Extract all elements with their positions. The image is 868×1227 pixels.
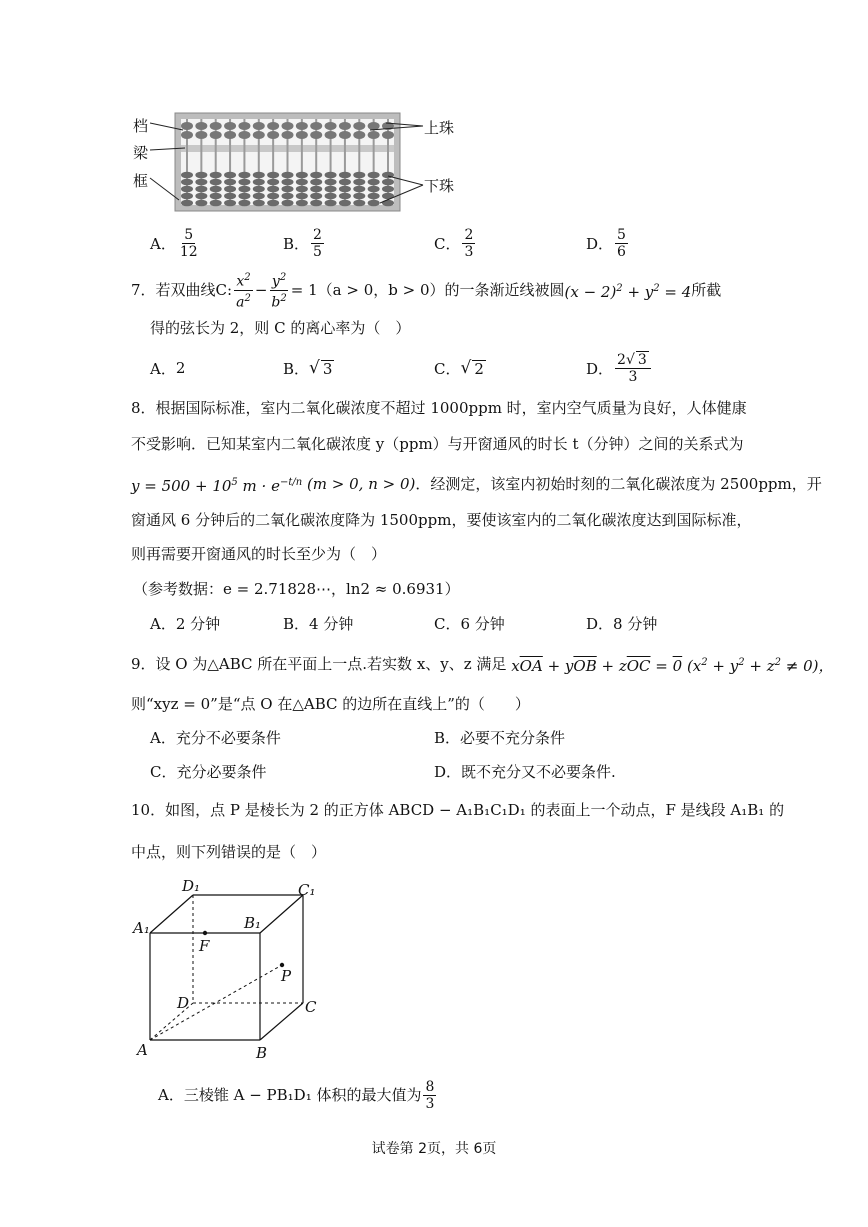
fraction [462, 227, 475, 260]
abacus-upper-bead [238, 122, 250, 130]
q6-options [0, 223, 868, 263]
q7-line2: 得的弦长为 2，则 C 的离心率为（ ） [150, 319, 411, 337]
abacus-lower-bead [195, 179, 207, 186]
fraction-num: 2 [464, 226, 474, 243]
q8-option-c[interactable]: C．6 分钟 [434, 614, 505, 633]
q8-formula-tail: ．经测定，该室内初始时刻的二氧化碳浓度为 2500ppm，开 [415, 475, 822, 493]
abacus-upper-bead [339, 131, 351, 139]
fraction [311, 227, 324, 260]
fraction-num [615, 351, 651, 369]
q7-circle-tail: 所截 [691, 281, 722, 299]
minus-sign: − [254, 281, 268, 299]
cube-label-A: A [137, 1041, 148, 1059]
abacus-lower-bead [382, 179, 394, 186]
abacus-upper-bead [382, 131, 394, 139]
abacus-upper-bead [210, 122, 222, 130]
abacus-lower-bead [282, 186, 294, 193]
q8-reference: （参考数据：e = 2.71828⋯，ln2 ≈ 0.6931） [133, 580, 460, 598]
abacus-lower-bead [339, 186, 351, 193]
q9-line2: 则“xyz = 0”是“点 O 在△ABC 的边所在直线上”的（ ） [131, 695, 530, 713]
fraction [423, 1079, 436, 1112]
abacus-lower-bead [181, 186, 193, 193]
fraction-num: 5 [617, 226, 626, 243]
fraction [615, 351, 651, 385]
cube-label-B1: B₁ [244, 914, 262, 932]
abacus-lower-bead [339, 172, 351, 179]
abacus-upper-bead [181, 122, 193, 130]
abacus-lower-bead [339, 193, 351, 200]
abacus-upper-bead [224, 131, 236, 139]
option-letter: B． [283, 234, 310, 253]
abacus-lower-bead [267, 179, 279, 186]
abacus-lower-bead [353, 186, 365, 193]
radicand: 3 [637, 352, 647, 368]
abacus-lower-bead [224, 200, 236, 207]
abacus-lower-bead [195, 186, 207, 193]
q8-line2: 不受影响．已知某室内二氧化碳浓度 y（ppm）与开窗通风的时长 t（分钟）之间的关系式为 [131, 435, 744, 453]
q7-circle-equation: $(x - 2)^2 + y^2 = 4$ [564, 282, 692, 301]
abacus-lower-bead [238, 200, 250, 207]
cube-label-C1: C₁ [298, 881, 316, 899]
abacus-upper-bead [325, 131, 337, 139]
q7-options [0, 348, 868, 388]
abacus-lower-bead [382, 186, 394, 193]
cube-label-D: D [177, 994, 190, 1012]
q7-option-c[interactable] [434, 348, 486, 388]
abacus-figure [130, 108, 470, 218]
abacus-lower-bead [267, 172, 279, 179]
option-letter: B． [283, 359, 310, 378]
option-text: A．三棱锥 A − PB₁D₁ 体积的最大值为 [158, 1086, 422, 1104]
abacus-lower-bead [238, 172, 250, 179]
abacus-upper-bead [325, 122, 337, 130]
abacus-lower-bead [282, 179, 294, 186]
abacus-lower-bead [181, 172, 193, 179]
abacus-upper-bead [238, 131, 250, 139]
abacus-lower-bead [296, 193, 308, 200]
abacus-lower-bead [238, 179, 250, 186]
abacus-lower-bead [296, 179, 308, 186]
abacus-lower-bead [224, 193, 236, 200]
fraction-den: 6 [617, 243, 626, 260]
abacus-lower-bead [368, 172, 380, 179]
cube-label-D1: D₁ [182, 877, 201, 895]
edge-BC [260, 1003, 303, 1040]
q6-option-a[interactable] [150, 223, 202, 263]
fraction-den: 3 [425, 1095, 435, 1112]
abacus-lower-bead [296, 172, 308, 179]
option-value: 2 [474, 359, 484, 378]
q10-line2: 中点，则下列错误的是（ ） [131, 843, 327, 861]
sqrt-icon: √ [309, 358, 320, 378]
fraction [615, 227, 628, 260]
abacus-lower-bead [195, 193, 207, 200]
abacus-lower-bead [325, 172, 337, 179]
fraction-den: 3 [628, 369, 638, 385]
abacus-lower-bead [310, 179, 322, 186]
q6-option-b[interactable] [283, 223, 326, 263]
abacus-lower-bead [353, 200, 365, 207]
abacus-lower-bead [238, 193, 250, 200]
abacus-lower-bead [195, 200, 207, 207]
q8-formula-cond: (m > 0, n > 0) [302, 475, 416, 493]
abacus-lower-bead [210, 179, 222, 186]
abacus-lower-bead [325, 179, 337, 186]
edge-A1D1 [150, 895, 193, 933]
fraction-den: 12 [179, 243, 198, 260]
abacus-lower-bead [253, 193, 265, 200]
abacus-lower-bead [282, 172, 294, 179]
fraction-den: $a^2$ [236, 292, 251, 311]
abacus-upper-bead [253, 122, 265, 130]
abacus-lower-bead [310, 200, 322, 207]
q6-option-c[interactable] [434, 223, 477, 263]
option-value: 3 [322, 359, 333, 378]
cube-label-A1: A₁ [133, 919, 150, 937]
edge-B1C1 [260, 895, 303, 933]
abacus-upper-bead [224, 122, 236, 130]
abacus-lower-bead [267, 200, 279, 207]
abacus-lower-bead [253, 200, 265, 207]
abacus-lower-bead [310, 186, 322, 193]
q7-curve-name: C [215, 281, 228, 299]
cube-label-B: B [256, 1044, 268, 1062]
q9-option-a[interactable]: A．充分不必要条件 [150, 729, 281, 747]
option-letter: C． [434, 359, 461, 378]
abacus-lower-bead [339, 179, 351, 186]
colon: : [227, 281, 233, 299]
abacus-upper-bead [353, 122, 365, 130]
abacus-lower-bead [368, 179, 380, 186]
q8-line1: 8．根据国际标准，室内二氧化碳浓度不超过 1000ppm 时，室内空气质量为良好，人体健康 [131, 399, 747, 417]
abacus-label-upper: 上珠 [424, 119, 455, 137]
q8-option-d[interactable]: D．8 分钟 [586, 614, 658, 633]
abacus-upper-bead [310, 122, 322, 130]
point-F-dot [203, 931, 207, 935]
abacus-lower-bead [210, 186, 222, 193]
abacus-lower-bead [210, 193, 222, 200]
abacus-lower-bead [382, 200, 394, 207]
abacus-lower-bead [325, 186, 337, 193]
abacus-upper-bead [210, 131, 222, 139]
abacus-lower-bead [210, 200, 222, 207]
option-letter: C． [434, 234, 461, 253]
abacus-lower-bead [181, 200, 193, 207]
abacus-lower-bead [238, 186, 250, 193]
option-letter: D． [586, 234, 614, 253]
q9-lead: 9．设 O 为△ABC 所在平面上一点.若实数 x、y、z 满足 [131, 655, 507, 673]
option-letter: D． [586, 359, 614, 378]
abacus-lower-bead [368, 186, 380, 193]
abacus-lower-bead [181, 179, 193, 186]
abacus-lower-bead [282, 200, 294, 207]
q9-line1 [131, 646, 834, 682]
abacus-lower-bead [195, 172, 207, 179]
abacus-lower-bead [353, 172, 365, 179]
abacus-upper-bead [296, 131, 308, 139]
abacus-lower-bead [296, 200, 308, 207]
abacus-upper-bead [296, 122, 308, 130]
abacus-lower-bead [282, 193, 294, 200]
fraction-den: $b^2$ [271, 292, 287, 311]
abacus-lower-bead [210, 172, 222, 179]
q7-line1 [131, 271, 722, 311]
q8-formula: $y = 500 + 10^5$ $m \cdot e^{-t/n}$ [131, 476, 303, 495]
abacus-upper-bead [181, 131, 193, 139]
option-value: 2 [175, 359, 186, 377]
abacus-lower-bead [224, 179, 236, 186]
coef: 2 [617, 352, 626, 368]
fraction-num: 8 [425, 1078, 435, 1095]
q8-option-b[interactable]: B．4 分钟 [283, 614, 354, 633]
fraction-num: $y^2$ [271, 271, 287, 290]
equals-one: = 1 [290, 281, 318, 299]
abacus-label-lower: 下珠 [424, 177, 455, 195]
q9-option-c[interactable]: C．充分必要条件 [150, 763, 267, 781]
fraction-num: 5 [184, 226, 194, 243]
fraction-num: $x^2$ [236, 271, 251, 290]
abacus-label-kuang: 框 [133, 172, 149, 190]
q10-line1: 10．如图，点 P 是棱长为 2 的正方体 ABCD − A₁B₁C₁D₁ 的表面上一个动点，F 是线段 A₁B₁ 的 [131, 801, 785, 819]
q8-line5: 则再需要开窗通风的时长至少为（ ） [131, 545, 387, 563]
abacus-lower-bead [325, 200, 337, 207]
fraction-num: 2 [313, 226, 322, 243]
abacus-lower-bead [253, 172, 265, 179]
q7-condition: （a > 0，b > 0）的一条渐近线被圆 [317, 281, 565, 299]
abacus-lower-bead [353, 179, 365, 186]
q8-options [0, 603, 868, 643]
abacus-lower-bead [325, 193, 337, 200]
abacus-upper-bead [253, 131, 265, 139]
abacus-upper-bead [282, 122, 294, 130]
sqrt-icon: √ [460, 358, 472, 378]
q8-line3 [131, 466, 822, 502]
abacus-label-liang: 梁 [133, 144, 149, 162]
q9-vector-equation: $x\overline{OA} + y\overline{OB} + z\overline{OC} = 0$ $(x^2 + y^2 + z^2 \ne 0)$， [506, 656, 834, 675]
abacus-lower-bead [310, 193, 322, 200]
abacus-upper-bead [282, 131, 294, 139]
q8-option-a[interactable]: A．2 分钟 [150, 614, 221, 633]
abacus-lower-bead [353, 193, 365, 200]
abacus-lower-bead [181, 193, 193, 200]
abacus-lower-bead [339, 200, 351, 207]
abacus-lower-bead [253, 179, 265, 186]
abacus-upper-bead [195, 122, 207, 130]
option-letter: A． [150, 234, 176, 253]
abacus-lower-bead [253, 186, 265, 193]
abacus-lower-bead [310, 172, 322, 179]
q6-option-d[interactable] [586, 223, 630, 263]
q9-option-b[interactable]: B．必要不充分条件 [434, 729, 566, 747]
q8-line4: 窗通风 6 分钟后的二氧化碳浓度降为 1500ppm，要使该室内的二氧化碳浓度达到国际标准， [131, 511, 752, 529]
q7-option-b[interactable] [283, 348, 334, 388]
fraction [269, 270, 288, 310]
abacus-lower-bead [296, 186, 308, 193]
cube-label-C: C [305, 998, 317, 1016]
cube-label-P: P [281, 967, 292, 985]
abacus-upper-bead [310, 131, 322, 139]
page-footer: 试卷第 2页，共 6页 [371, 1141, 497, 1157]
abacus-lower-bead [368, 200, 380, 207]
sqrt-icon: √ [625, 352, 635, 368]
fraction-den: 5 [313, 243, 322, 260]
abacus-upper-bead [339, 122, 351, 130]
q7-option-a[interactable] [150, 348, 185, 388]
q9-option-d[interactable]: D．既不充分又不必要条件. [434, 763, 616, 781]
q10-option-a[interactable] [158, 1075, 438, 1115]
abacus-lower-bead [224, 172, 236, 179]
abacus-upper-bead [368, 131, 380, 139]
fraction-den: 3 [464, 243, 474, 260]
q7-lead: 7．若双曲线 [131, 281, 216, 299]
abacus-lower-bead [267, 193, 279, 200]
abacus-lower-bead [267, 186, 279, 193]
abacus-upper-bead [267, 122, 279, 130]
abacus-lower-bead [368, 193, 380, 200]
option-letter: A． [150, 359, 176, 378]
fraction [178, 227, 200, 260]
fraction [234, 270, 253, 310]
cube-label-F: F [199, 937, 210, 955]
abacus-upper-bead [267, 131, 279, 139]
segment-AP [150, 965, 282, 1040]
q7-option-d[interactable] [586, 348, 653, 388]
abacus-upper-bead [353, 131, 365, 139]
abacus-upper-bead [195, 131, 207, 139]
abacus-upper-bead [368, 122, 380, 130]
abacus-lower-bead [224, 186, 236, 193]
abacus-label-dang: 档 [133, 117, 149, 135]
